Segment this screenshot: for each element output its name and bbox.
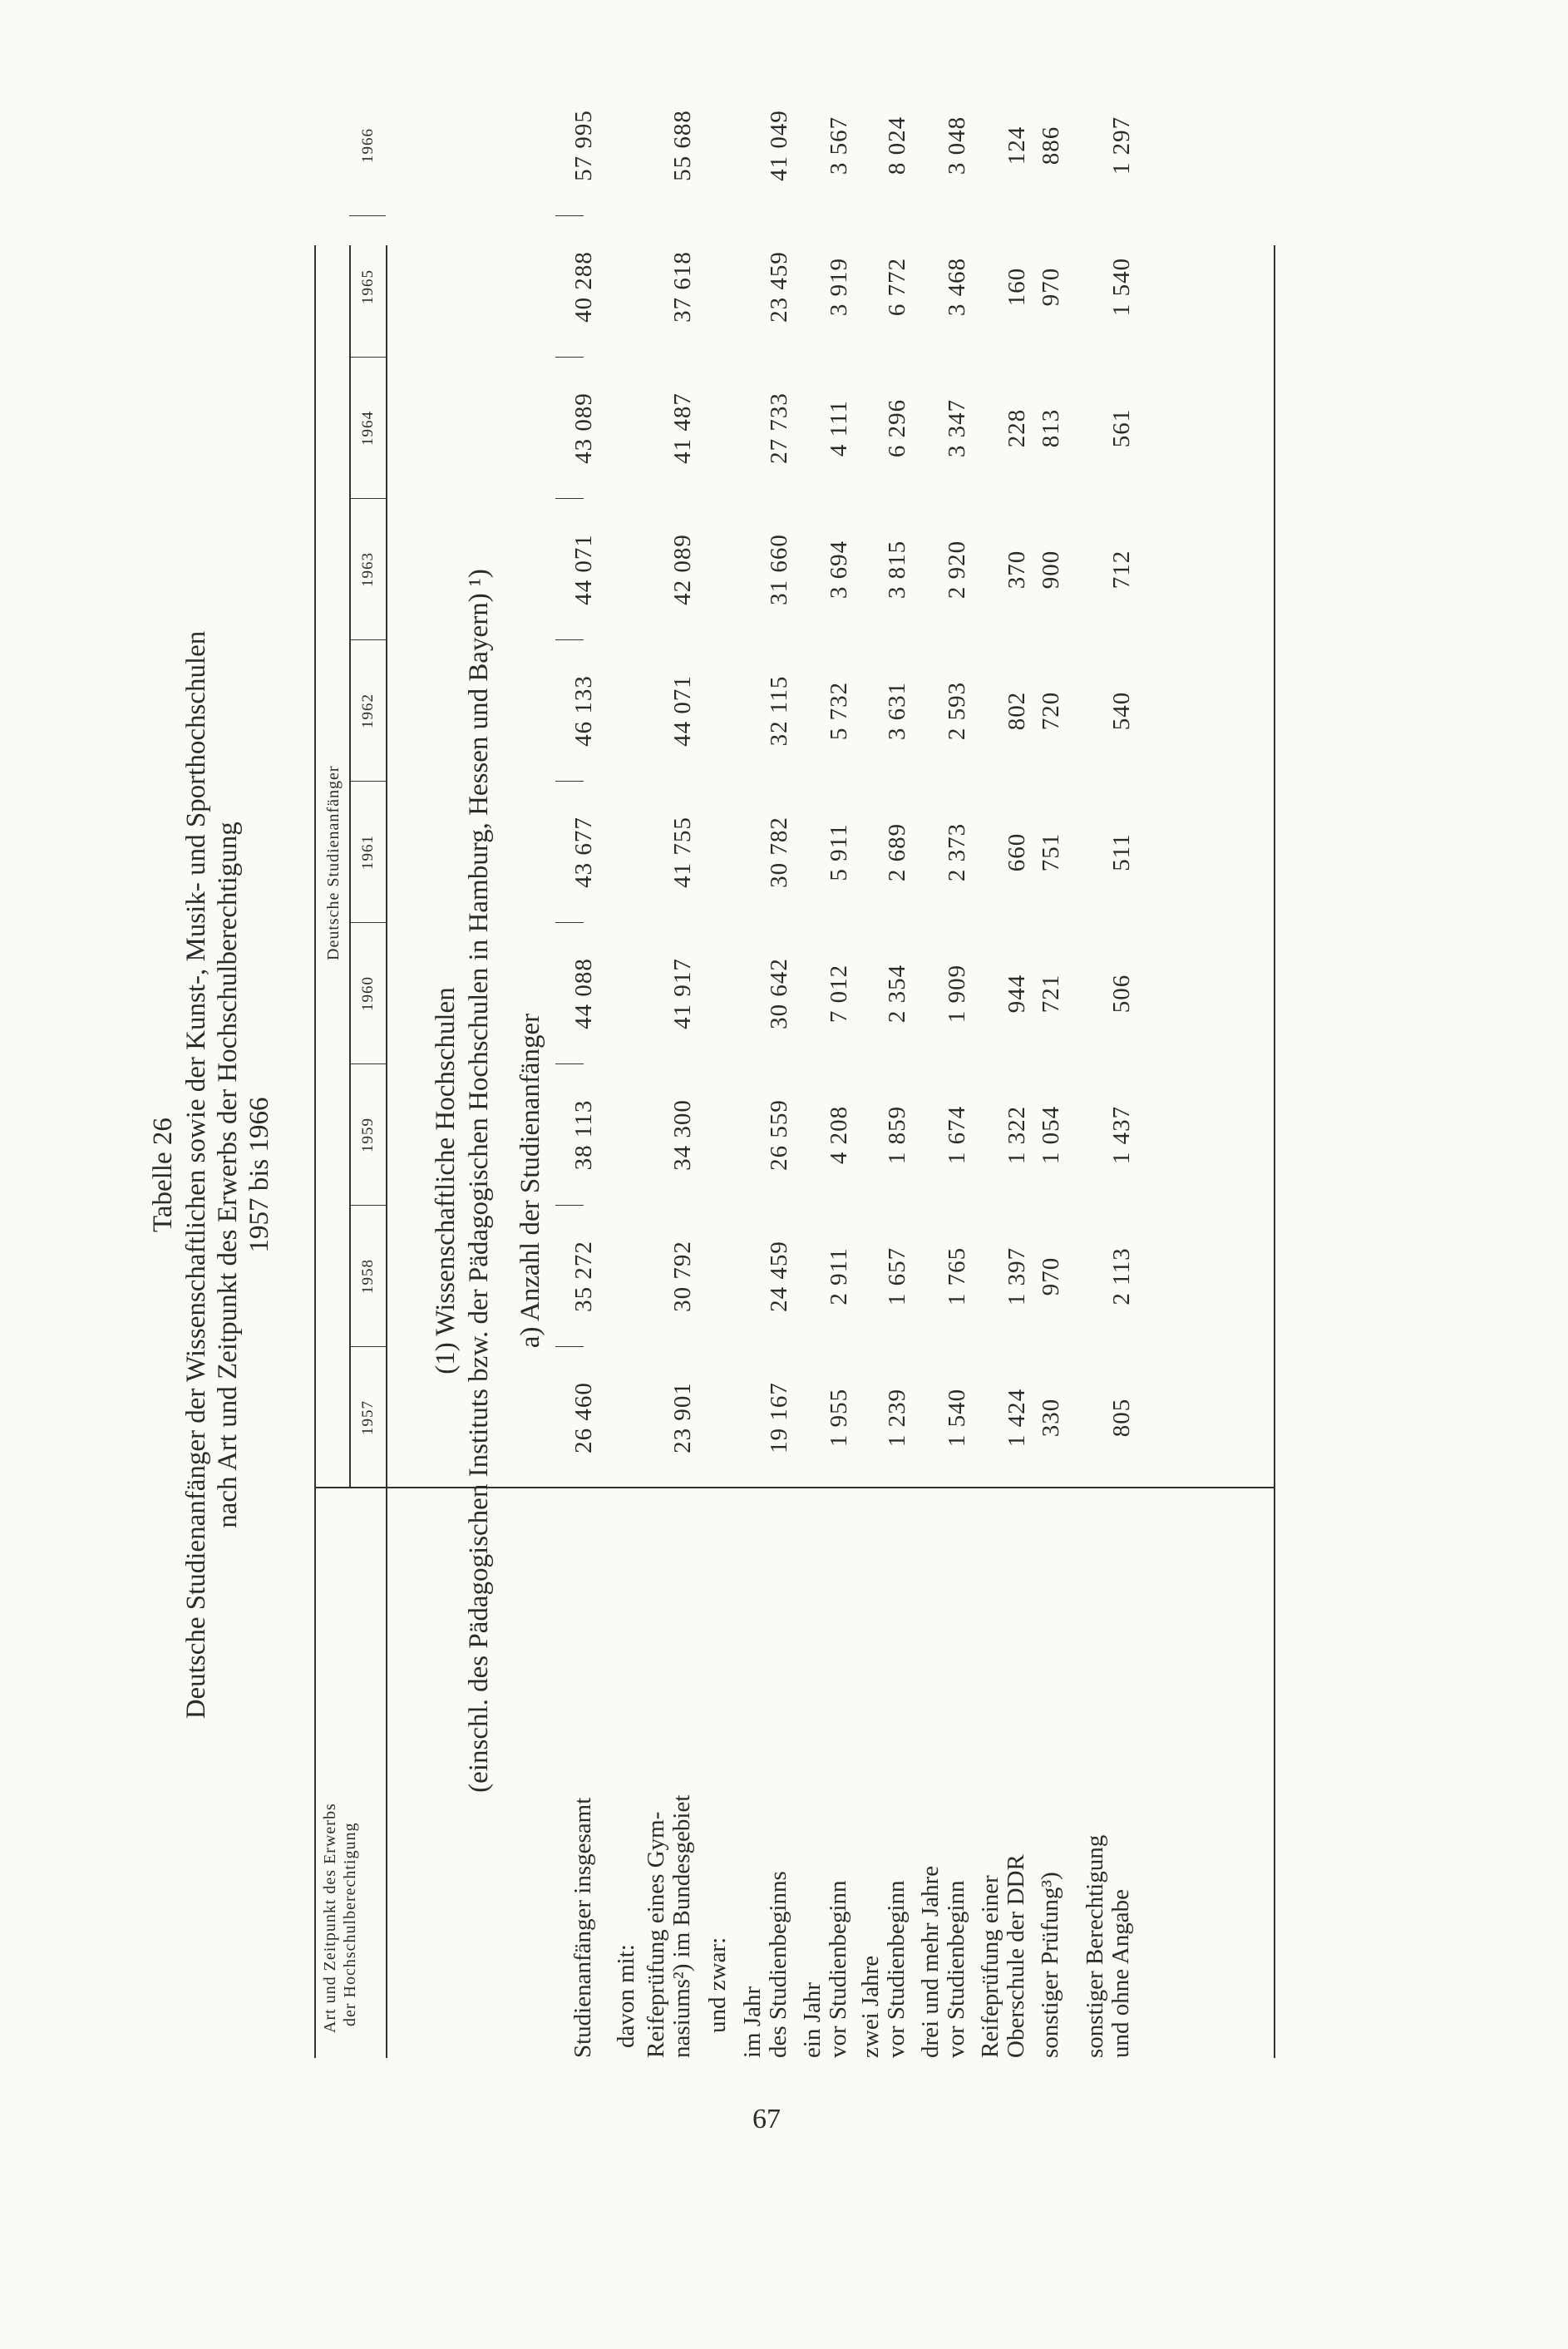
table-cell: 44 071 [669, 675, 696, 747]
table-cell: 2 689 [884, 822, 910, 882]
year-header-1965: 1965 [359, 269, 377, 304]
row-label-line-1: im Jahr [739, 1986, 766, 2058]
header-bottom-rule [386, 245, 387, 2058]
row-label [918, 1866, 970, 2058]
table-cell: 23 459 [766, 251, 792, 323]
table-cell: 1 657 [884, 1246, 910, 1306]
row-label-line-1: drei und mehr Jahre [917, 1865, 944, 2058]
table-cell: 41 049 [766, 110, 792, 181]
table-cell: 37 618 [669, 251, 696, 323]
table-cell: 1 955 [826, 1388, 852, 1448]
table-cell: 19 167 [766, 1382, 792, 1453]
year-divider [349, 357, 386, 358]
table-cell: 720 [1038, 691, 1064, 731]
table-cell: 1 297 [1108, 116, 1135, 175]
row-label-line-1: davon mit: [613, 1944, 639, 2048]
table-cell: 330 [1038, 1398, 1064, 1438]
table-cell: 8 024 [884, 116, 910, 175]
table-cell: 1 397 [1003, 1246, 1030, 1306]
body-column-tick [555, 498, 584, 499]
year-header-1960: 1960 [359, 976, 377, 1011]
row-header-line-2: der Hochschulberechtigung [341, 1822, 359, 2026]
table-cell: 1 674 [944, 1105, 970, 1165]
year-header-1961: 1961 [359, 835, 377, 870]
table-cell: 506 [1108, 974, 1135, 1014]
table-cell: 35 272 [570, 1241, 597, 1312]
table-cell: 38 113 [570, 1099, 597, 1171]
table-cell: 41 755 [669, 817, 696, 888]
table-cell: 160 [1003, 267, 1030, 307]
year-header-1963: 1963 [359, 552, 377, 587]
table-cell: 6 296 [884, 398, 910, 458]
table-cell: 900 [1038, 550, 1064, 590]
table-cell: 751 [1038, 832, 1064, 872]
group-header-rule [349, 245, 351, 1488]
table-cell: 44 088 [570, 958, 597, 1029]
row-label-line-1: Reifeprüfung einer [977, 1875, 1003, 2058]
row-label [705, 1937, 731, 2033]
table-cell: 511 [1108, 833, 1135, 871]
row-label-line-1: und zwar: [704, 1937, 731, 2033]
table-bottom-rule [1274, 245, 1275, 2058]
table-cell: 1 540 [1108, 257, 1135, 317]
table-cell: 34 300 [669, 1099, 696, 1171]
row-label-line-1: sonstiger Prüfung³) [1037, 1872, 1063, 2058]
row-label-line-2: Oberschule der DDR [1003, 1854, 1030, 2058]
table-cell: 1 765 [944, 1246, 970, 1306]
table-cell: 2 911 [826, 1247, 852, 1305]
year-header-1964: 1964 [359, 411, 377, 446]
table-cell: 970 [1038, 1256, 1064, 1296]
group-header: Deutsche Studienanfänger [324, 765, 343, 960]
table-cell: 721 [1038, 974, 1064, 1014]
body-column-tick [555, 215, 584, 216]
row-label [858, 1881, 910, 2058]
table-cell: 2 920 [944, 540, 970, 600]
table-cell: 370 [1003, 550, 1030, 590]
table-cell: 805 [1108, 1398, 1135, 1438]
table-cell: 3 631 [884, 681, 910, 741]
row-label-line-1: Studienanfänger insgesamt [570, 1797, 596, 2058]
title-line-1: Deutsche Studienanfänger der Wissenschaftlichen sowie der Kunst-, Musik- und Sporthochschulen [181, 630, 211, 1720]
year-divider [349, 922, 386, 923]
row-label [978, 1854, 1030, 2058]
table-cell: 2 113 [1108, 1247, 1135, 1305]
year-divider [349, 1063, 386, 1064]
row-label [570, 1798, 596, 2058]
body-column-tick [555, 1063, 584, 1064]
table-cell: 26 559 [766, 1099, 792, 1171]
year-header-1959: 1959 [359, 1118, 377, 1152]
table-cell: 1 540 [944, 1388, 970, 1448]
row-label [643, 1795, 696, 2058]
table-cell: 540 [1108, 691, 1135, 731]
table-number: Tabelle 26 [148, 1118, 178, 1232]
table-cell: 40 288 [570, 251, 597, 323]
title-line-3: 1957 bis 1966 [244, 1097, 274, 1253]
year-divider [349, 1205, 386, 1206]
section-line-2: (einschl. des Pädagogischen Instituts bzw. der Pädagogischen Hochschulen in Hamburg, Hessen und Bayern) ¹) [464, 569, 494, 1793]
row-label-line-2: und ohne Angabe [1107, 1889, 1135, 2058]
table-cell: 41 917 [669, 958, 696, 1029]
table-cell: 1 239 [884, 1388, 910, 1448]
table-cell: 3 919 [826, 257, 852, 317]
year-divider [349, 215, 386, 216]
table-cell: 944 [1003, 974, 1030, 1014]
year-divider [349, 781, 386, 782]
table-top-rule [314, 245, 316, 2058]
row-label [614, 1944, 639, 2048]
table-cell: 1 054 [1038, 1105, 1064, 1165]
table-cell: 561 [1108, 408, 1135, 448]
table-cell: 802 [1003, 691, 1030, 731]
table-cell: 2 354 [884, 964, 910, 1024]
table-cell: 30 782 [766, 817, 792, 888]
table-cell: 3 567 [826, 116, 852, 175]
table-cell: 1 437 [1108, 1105, 1135, 1165]
body-column-tick [555, 922, 584, 923]
row-label-line-2: vor Studienbeginn [825, 1880, 852, 2058]
table-cell: 23 901 [669, 1382, 696, 1453]
row-label-line-2: vor Studienbeginn [883, 1880, 910, 2058]
table-cell: 886 [1038, 126, 1064, 165]
table-cell: 660 [1003, 832, 1030, 872]
table-cell: 30 642 [766, 958, 792, 1029]
row-label-line-2: nasiums²) im Bundesgebiet [668, 1794, 696, 2058]
table-cell: 7 012 [826, 964, 852, 1024]
row-label [1082, 1835, 1135, 2058]
table-cell: 55 688 [669, 110, 696, 181]
table-cell: 813 [1038, 408, 1064, 448]
table-cell: 1 909 [944, 964, 970, 1024]
table-cell: 3 347 [944, 398, 970, 458]
table-cell: 4 111 [826, 399, 852, 457]
table-cell: 228 [1003, 408, 1030, 448]
year-header-1958: 1958 [359, 1259, 377, 1294]
table-cell: 2 593 [944, 681, 970, 741]
row-label [740, 1871, 792, 2058]
table-cell: 1 424 [1003, 1388, 1030, 1448]
row-label-line-2: vor Studienbeginn [943, 1880, 970, 2058]
year-divider [349, 498, 386, 499]
table-cell: 6 772 [884, 257, 910, 317]
table-cell: 970 [1038, 267, 1064, 307]
body-column-tick [555, 1346, 584, 1347]
table-cell: 24 459 [766, 1241, 792, 1312]
table-cell: 57 995 [570, 110, 597, 181]
table-cell: 5 911 [826, 823, 852, 881]
body-column-tick [555, 639, 584, 640]
year-header-1957: 1957 [359, 1400, 377, 1435]
table-cell: 31 660 [766, 534, 792, 605]
row-label-line-1: sonstiger Berechtigung [1082, 1834, 1108, 2058]
table-cell: 46 133 [570, 675, 597, 747]
table-cell: 3 815 [884, 540, 910, 600]
table-cell: 712 [1108, 550, 1135, 590]
page-number: 67 [752, 2104, 781, 2134]
row-label-line-1: Reifeprüfung eines Gym- [643, 1811, 669, 2058]
table-cell: 44 071 [570, 534, 597, 605]
table-cell: 2 373 [944, 822, 970, 882]
table-cell: 27 733 [766, 392, 792, 464]
year-divider [349, 639, 386, 640]
row-header-line-1: Art und Zeitpunkt des Erwerbs [321, 1803, 339, 2033]
table-cell: 4 208 [826, 1105, 852, 1165]
table-cell: 3 694 [826, 540, 852, 600]
body-column-tick [555, 781, 584, 782]
year-header-1966: 1966 [359, 128, 377, 163]
table-cell: 43 677 [570, 817, 597, 888]
row-label-line-2: des Studienbeginns [765, 1871, 792, 2058]
table-cell: 41 487 [669, 392, 696, 464]
title-line-2: nach Art und Zeitpunkt des Erwerbs der Hochschulberechtigung [213, 822, 243, 1528]
table-cell: 3 048 [944, 116, 970, 175]
row-label [800, 1881, 852, 2058]
subsection-heading: a) Anzahl der Studienanfänger [515, 1013, 545, 1349]
section-line-1: (1) Wissenschaftliche Hochschulen [431, 987, 461, 1374]
row-label-line-1: ein Jahr [799, 1982, 826, 2058]
table-cell: 26 460 [570, 1382, 597, 1453]
body-column-tick [555, 1205, 584, 1206]
row-label [1038, 1872, 1063, 2058]
table-cell: 5 732 [826, 681, 852, 741]
table-cell: 124 [1003, 126, 1030, 165]
body-column-tick [555, 357, 584, 358]
year-header-1962: 1962 [359, 693, 377, 728]
table-cell: 32 115 [766, 675, 792, 747]
table-cell: 30 792 [669, 1241, 696, 1312]
row-label-line-1: zwei Jahre [857, 1955, 884, 2058]
table-cell: 1 322 [1003, 1105, 1030, 1165]
year-divider [349, 1346, 386, 1347]
table-cell: 43 089 [570, 392, 597, 464]
table-cell: 42 089 [669, 534, 696, 605]
table-cell: 3 468 [944, 257, 970, 317]
table-cell: 1 859 [884, 1105, 910, 1165]
